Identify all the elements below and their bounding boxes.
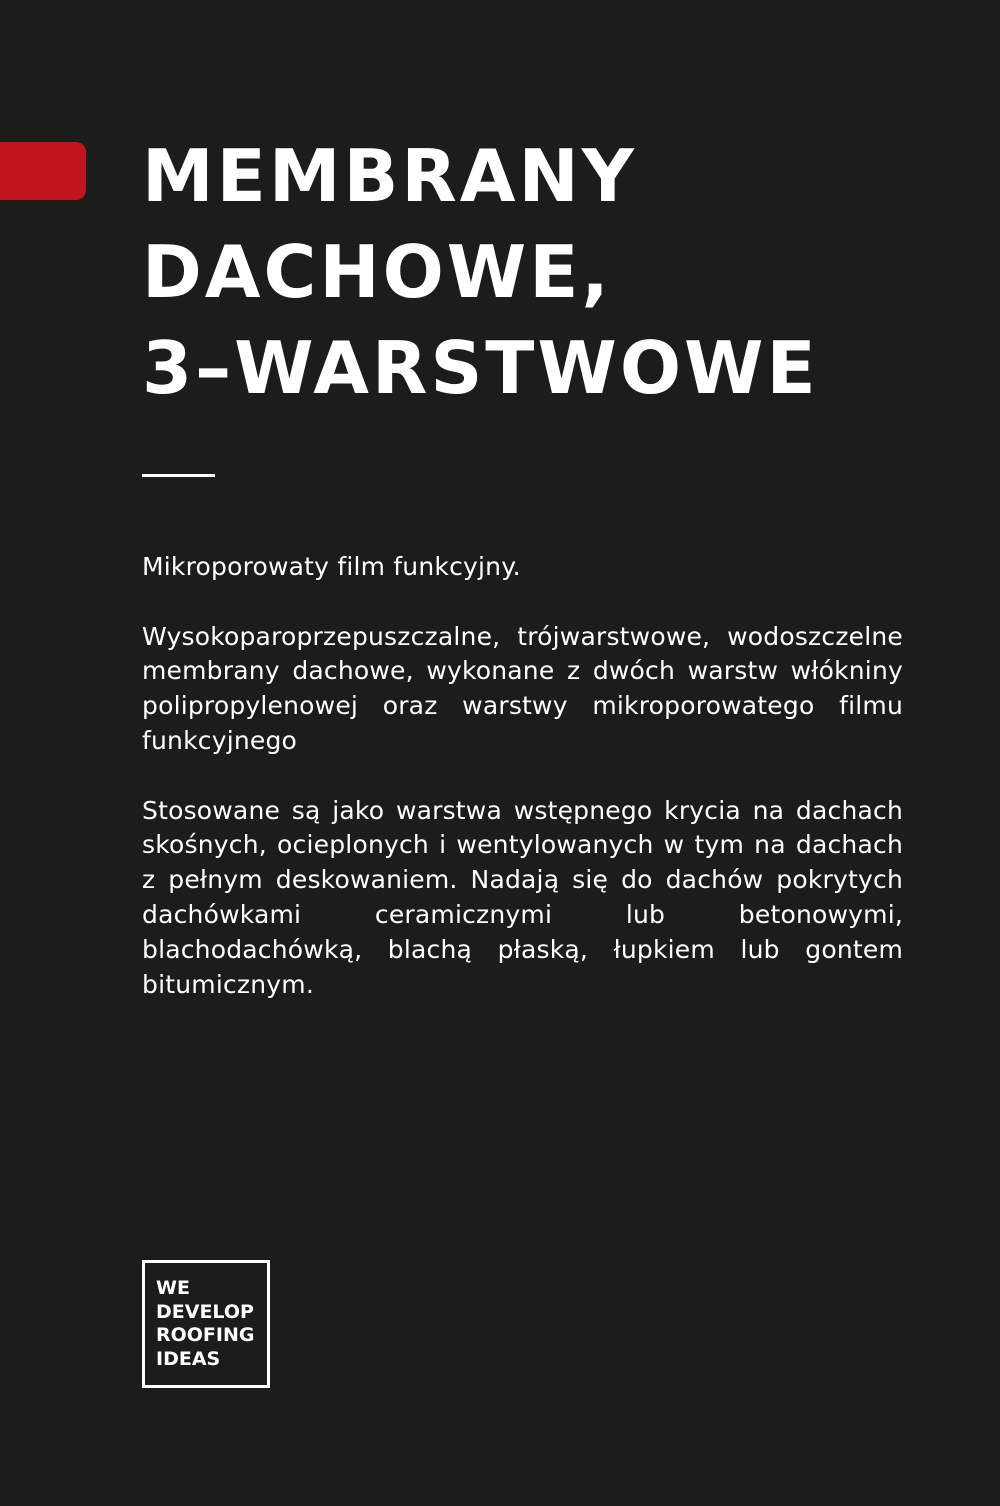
usage-paragraph: Stosowane są jako warstwa wstępnego krycia na dachach skośnych, ocieplonych i wentylowanych w tym na dachach z pełnym deskowaniem. Nadają się do dachów pokrytych dachówkami ceramicznymi lub betonowymi, blachodachówką, blachą płaską, łupkiem lub gontem bitumicznym. (142, 795, 903, 999)
body-text (142, 550, 903, 1002)
title-line: MEMBRANY (142, 134, 637, 218)
lead-paragraph: Mikroporowaty film funkcyjny. (142, 552, 521, 581)
title-divider (142, 474, 215, 477)
logo-line: DEVELOP (156, 1300, 254, 1323)
logo-line: ROOFING (156, 1324, 255, 1346)
logo-line: WE (156, 1277, 190, 1299)
description-paragraph: Wysokoparoprzepuszczalne, trójwarstwowe, wodoszczelne membrany dachowe, wykonane z dwóch warstw włókniny polipropylenowej oraz warstwy mikroporowatego filmu funkcyjnego (142, 621, 903, 755)
title-line: DACHOWE, (142, 230, 612, 314)
brand-logo (142, 1260, 270, 1388)
page-title (142, 128, 819, 416)
red-accent-bar (0, 142, 86, 200)
logo-text (156, 1277, 254, 1371)
logo-line: IDEAS (156, 1347, 221, 1370)
title-line: 3–WARSTWOWE (142, 326, 819, 410)
